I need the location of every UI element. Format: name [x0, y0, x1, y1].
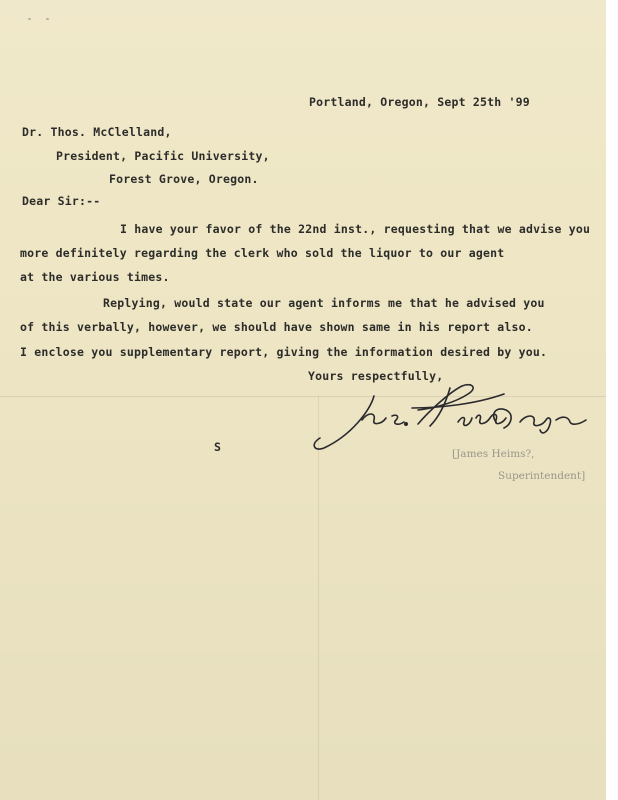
- addressee-line-city: Forest Grove, Oregon.: [109, 172, 259, 186]
- closing: Yours respectfully,: [308, 369, 444, 383]
- archival-annotation-line1: [James Heims?,: [452, 448, 535, 460]
- handwritten-signature: [300, 380, 590, 460]
- paragraph1-line2: more definitely regarding the clerk who sold the liquor to our agent: [20, 246, 505, 260]
- letter-place-date: Portland, Oregon, Sept 25th '99: [309, 95, 530, 109]
- paper-speck: [28, 18, 31, 20]
- paragraph1-line1: I have your favor of the 22nd inst., requesting that we advise you: [120, 222, 591, 236]
- paragraph1-line3: at the various times.: [20, 270, 170, 284]
- archival-annotation-line2: Superintendent]: [498, 470, 586, 482]
- scan-margin: [606, 0, 618, 800]
- paragraph2-line1: Replying, would state our agent informs me that he advised you: [103, 296, 545, 310]
- addressee-line-title: President, Pacific University,: [56, 149, 270, 163]
- paragraph2-line2: of this verbally, however, we should have shown same in his report also.: [20, 320, 533, 334]
- paragraph2-line3: I enclose you supplementary report, giving the information desired by you.: [20, 345, 548, 359]
- paper-speck: [46, 18, 49, 20]
- addressee-line-name: Dr. Thos. McClelland,: [22, 125, 172, 139]
- salutation: Dear Sir:--: [22, 194, 101, 208]
- typist-initial: S: [214, 440, 222, 454]
